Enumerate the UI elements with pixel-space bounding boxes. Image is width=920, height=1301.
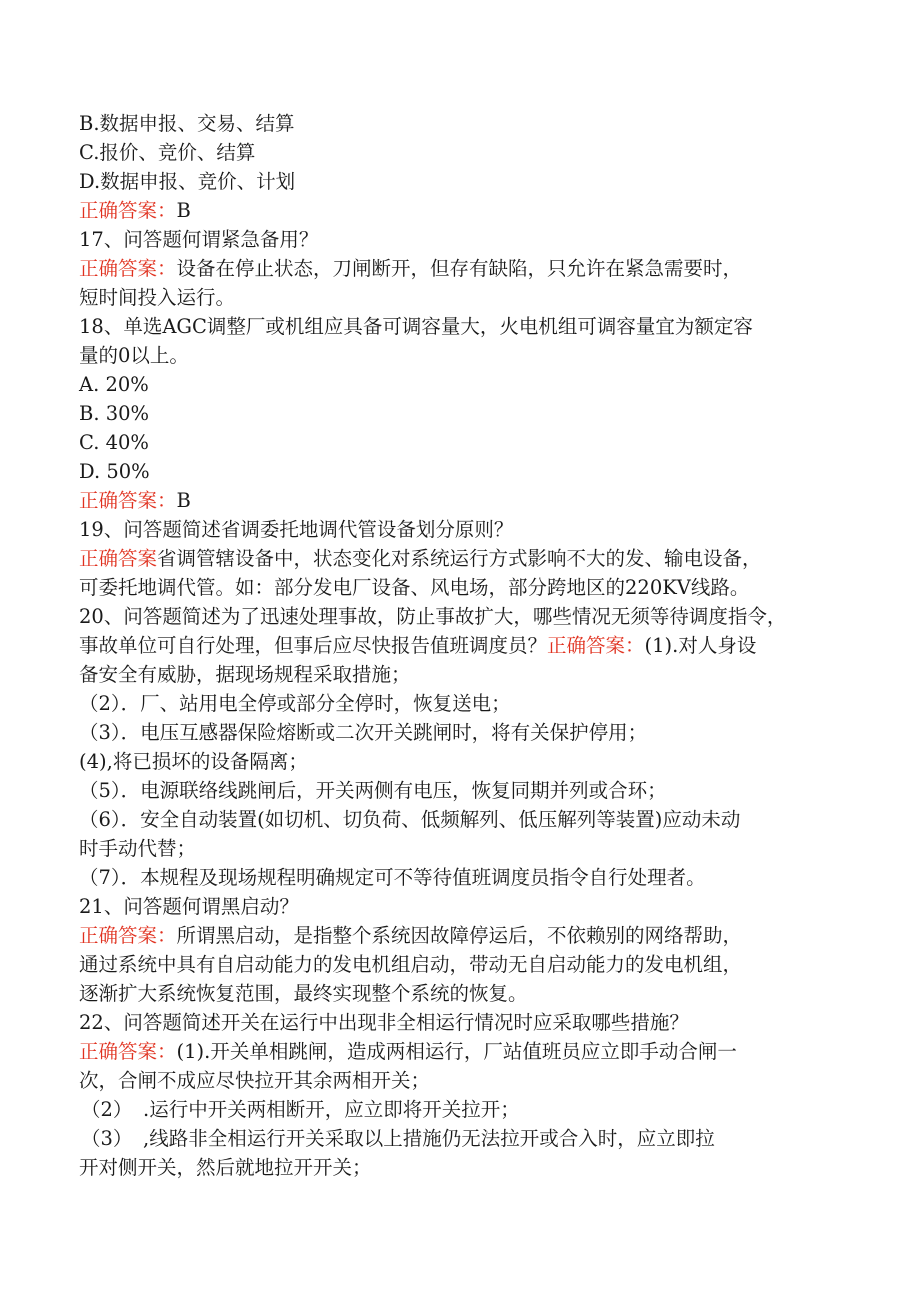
answer-22-item-3: [79, 1124, 849, 1153]
answer-22-line-1: [79, 1037, 849, 1066]
answer-label: 正确答案：: [79, 1040, 177, 1063]
answer-17-text: 设备在停止状态，刀闸断开，但存有缺陷，只允许在紧急需要时，: [176, 257, 743, 280]
document-body: [79, 109, 849, 1182]
answer-22-item-2: [79, 1095, 849, 1124]
answer-22-line-2: 次，合闸不成应尽快拉开其余两相开关；: [79, 1069, 431, 1092]
answer-21-line-2: 通过系统中具有自启动能力的发电机组启动，带动无自启动能力的发电机组，: [79, 953, 743, 976]
question-18-line-1: 18、单选AGC调整厂或机组应具备可调容量大，火电机组可调容量宜为额定容: [79, 315, 753, 338]
answer-label: 正确答案: [79, 547, 158, 570]
option-18-d: D. 50%: [79, 460, 150, 483]
answer-22-text: (1).开关单相跳闸，造成两相运行，厂站值班员应立即手动合闸一: [176, 1040, 737, 1063]
answer-label: 正确答案：: [79, 489, 177, 512]
answer-20-line-2: 备安全有威胁，据现场规程采取措施；: [79, 663, 411, 686]
answer-20-item-4: (4),将已损坏的设备隔离；: [79, 750, 308, 773]
answer-19-line-2: 可委托地调代管。如：部分发电厂设备、风电场，部分跨地区的220KV线路。: [79, 576, 750, 599]
answer-17-line-1: [79, 254, 849, 283]
answer-19-text: 省调管辖设备中，状态变化对系统运行方式影响不大的发、输电设备，: [157, 547, 762, 570]
answer-22-item-3-line-2: 开对侧开关，然后就地拉开开关；: [79, 1156, 372, 1179]
answer-label: 正确答案：: [79, 199, 177, 222]
answer-20-item-5: （5）．电源联络线跳闸后，开关两侧有电压，恢复同期并列或合环；: [79, 779, 667, 802]
item-text: .运行中开关两相断开，应立即将开关拉开；: [143, 1098, 520, 1121]
answer-line: [79, 196, 849, 225]
question-20-line-2: [79, 631, 849, 660]
option-b-line: B.数据申报、交易、结算: [79, 112, 295, 135]
answer-label: 正确答案：: [547, 634, 645, 657]
question-20-line-1: 20、问答题简述为了迅速处理事故，防止事故扩大，哪些情况无须等待调度指令，: [79, 605, 787, 628]
answer-label: 正确答案：: [79, 924, 177, 947]
option-c-line: C.报价、竞价、结算: [79, 141, 256, 164]
item-text: ,线路非全相运行开关采取以上措施仍无法拉开或合入时，应立即拉: [143, 1127, 715, 1150]
item-number: （2）: [81, 1098, 133, 1121]
answer-21-line-3: 逐渐扩大系统恢复范围，最终实现整个系统的恢复。: [79, 982, 528, 1005]
answer-17-line-2: 短时间投入运行。: [79, 286, 236, 309]
answer-21-line-1: [79, 921, 849, 950]
answer-19-line-1: [79, 544, 849, 573]
option-d-line: D.数据申报、竞价、计划: [79, 170, 296, 193]
answer-21-text: 所谓黑启动，是指整个系统因故障停运后，不依赖别的网络帮助，: [176, 924, 743, 947]
question-19: 19、问答题简述省调委托地调代管设备划分原则？: [79, 518, 514, 541]
question-21: 21、问答题何谓黑启动？: [79, 895, 299, 918]
item-number: （3）: [81, 1127, 133, 1150]
answer-value: B: [176, 199, 191, 222]
answer-20-text: (1).对人身设: [644, 634, 757, 657]
option-18-b: B. 30%: [79, 402, 150, 425]
answer-18-line: [79, 486, 849, 515]
option-18-a: A. 20%: [79, 373, 149, 396]
question-22: 22、问答题简述开关在运行中出现非全相运行情况时应采取哪些措施？: [79, 1011, 689, 1034]
option-18-c: C. 40%: [79, 431, 149, 454]
answer-value: B: [176, 489, 191, 512]
answer-label: 正确答案：: [79, 257, 177, 280]
answer-20-item-3: （3）．电压互感器保险熔断或二次开关跳闸时，将有关保护停用；: [79, 721, 648, 744]
question-20-text: 事故单位可自行处理，但事后应尽快报告值班调度员？: [79, 634, 548, 657]
question-17: 17、问答题何谓紧急备用？: [79, 228, 319, 251]
answer-20-item-6-line-2: 时手动代替；: [79, 837, 197, 860]
answer-20-item-2: （2）．厂、站用电全停或部分全停时，恢复送电；: [79, 692, 511, 715]
question-18-line-2: 量的0以上。: [79, 344, 189, 367]
answer-20-item-6-line-1: （6）．安全自动装置(如切机、切负荷、低频解列、低压解列等装置)应动未动: [79, 808, 741, 831]
answer-20-item-7: （7）．本规程及现场规程明确规定可不等待值班调度员指令自行处理者。: [79, 866, 706, 889]
